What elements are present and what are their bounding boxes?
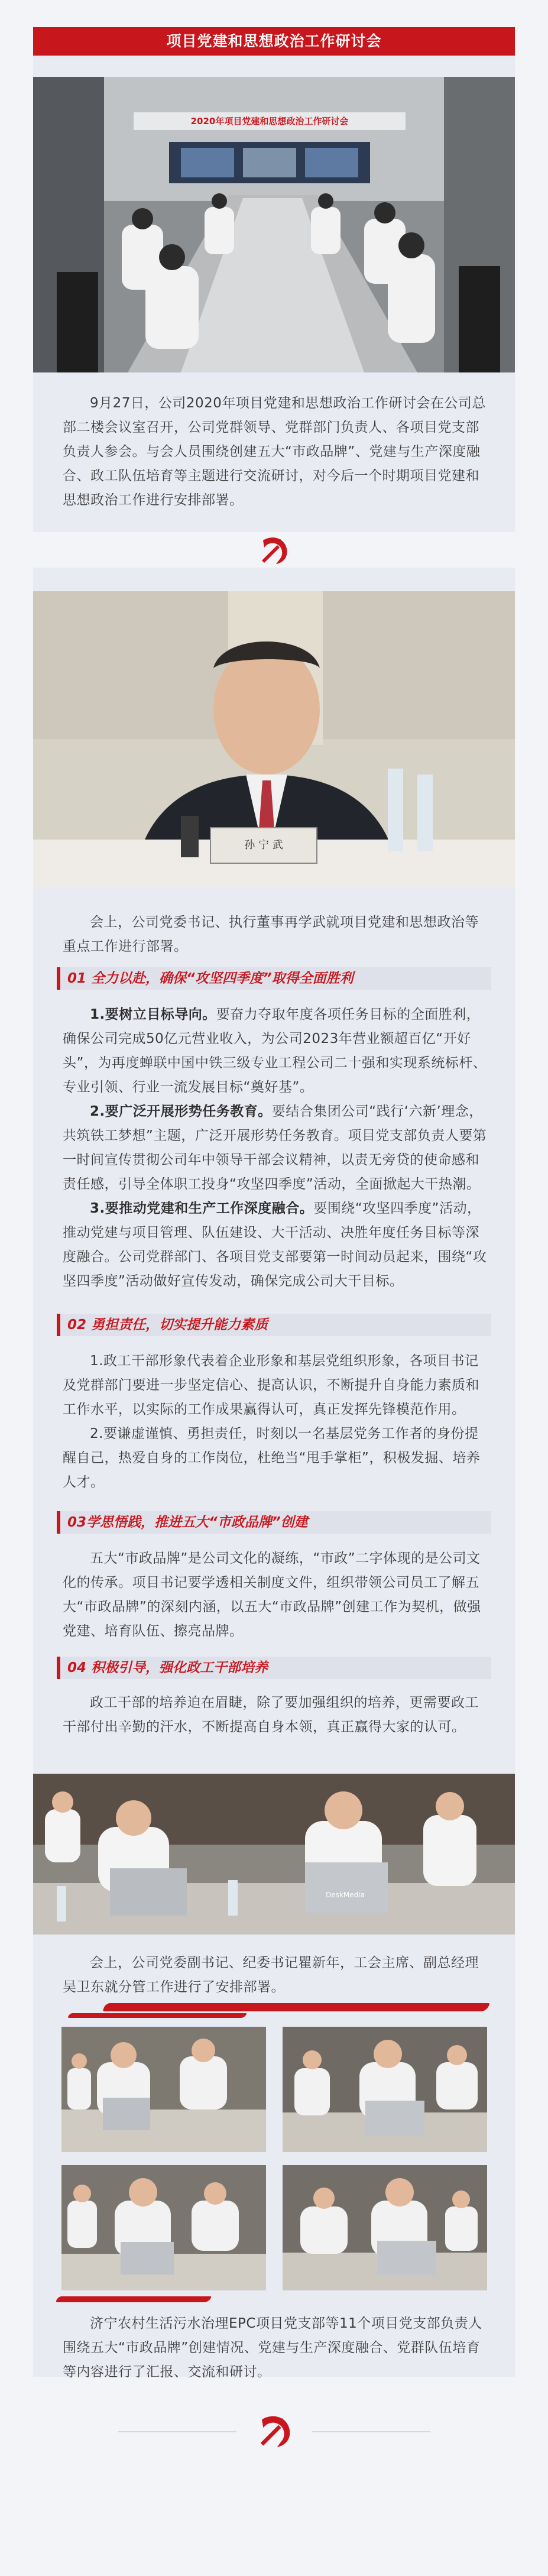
footer-divider — [312, 2431, 430, 2432]
branch-meeting-photo-2 — [283, 2027, 487, 2152]
section-title: 02 勇担责任，切实提升能力素质 — [67, 1317, 268, 1333]
content-card — [33, 568, 515, 2380]
section-bar — [57, 1511, 60, 1534]
section-01-paragraph-3 — [63, 1197, 488, 1294]
paragraph-text: 要围绕“攻坚四季度”活动，推动党建与项目管理、队伍建设、大干活动、决胜年度任务目标等深度融合。公司党群部门、各项目党支部要第一时间动员起来，围绕“攻坚四季度”活动做好宣传发动，确保完成公司大干目标。 — [63, 1201, 487, 1289]
laptop-label: DeskMedia — [326, 1891, 365, 1899]
paragraph-lead: 1.要树立目标导向。 — [90, 1007, 216, 1022]
decorative-brush — [102, 2003, 489, 2011]
decorative-brush — [68, 2013, 247, 2018]
speaker-photo — [33, 591, 515, 887]
intro-card — [33, 56, 515, 532]
decorative-brush — [56, 2296, 212, 2302]
meeting-room-photo — [33, 77, 515, 372]
paragraph-text: 要结合集团公司“践行‘六新’理念，共筑铁工梦想”主题，广泛开展形势任务教育。项目党支部负责人要第一时间宣传贯彻公司年中领导干部会议精神，以责无旁贷的使命感和责任感，引导全体职工投身“攻坚四季度”活动，全面掀起大干热潮。 — [63, 1104, 487, 1192]
speech-intro-paragraph: 会上，公司党委书记、执行董事再学武就项目党建和思想政治等重点工作进行部署。 — [63, 915, 479, 954]
section-title: 03学思悟践，推进五大“市政品牌”创建 — [67, 1515, 308, 1530]
intro-paragraph: 9月27日，公司2020年项目党建和思想政治工作研讨会在公司总部二楼会议室召开，公司党群领导、党群部门负责人、各项目党支部负责人参会。与会人员围绕创建五大“市政品牌”、党建与生产深度融合、政工队伍培育等主题进行交流研讨，对今后一个时期项目党建和思想政治工作进行安排部署。 — [63, 396, 486, 508]
deputies-paragraph: 会上，公司党委副书记、纪委书记瞿新年，工会主席、副总经理吴卫东就分管工作进行了安排部署。 — [63, 1955, 479, 1995]
section-heading-04 — [57, 1657, 491, 1679]
branch-meeting-photo-4 — [283, 2165, 487, 2290]
footer-divider — [118, 2431, 236, 2432]
paragraph-text: 要奋力夺取年度各项任务目标的全面胜利，确保公司完成50亿元营业收入，为公司2023年营业额超百亿“开好头”，为再度蝉联中国中铁三级专业工程公司二十强和实现系统标杆、专业引领、行业一流发展目标“奠好基”。 — [63, 1007, 487, 1095]
branch-meeting-photo-1 — [61, 2027, 266, 2152]
section-03-paragraph-1: 五大“市政品牌”是公司文化的凝练，“市政”二字体现的是公司文化的传承。项目书记要学透相关制度文件，组织带领公司员工了解五大“市政品牌”的深刻内涵，以五大“市政品牌”创建工作为契机，做强党建、培育队伍、擦亮品牌。 — [63, 1551, 481, 1639]
section-title: 04 积极引导，强化政工干部培养 — [67, 1660, 268, 1676]
section-bar — [57, 967, 60, 990]
paragraph-lead: 2.要广泛开展形势任务教育。 — [90, 1104, 272, 1119]
closing-paragraph: 济宁农村生活污水治理EPC项目党支部等11个项目党支部负责人围绕五大“市政品牌”创建情况、党建与生产深度融合、党群队伍培育等内容进行了汇报、交流和研讨。 — [63, 2316, 482, 2380]
party-emblem-icon — [254, 2410, 295, 2451]
section-01-paragraph-2 — [63, 1100, 488, 1197]
nameplate: 孙 宁 武 — [244, 839, 283, 851]
section-01-paragraph-1 — [63, 1003, 488, 1100]
branch-meeting-photo-3 — [61, 2165, 266, 2290]
section-title: 01 全力以赴，确保“攻坚四季度”取得全面胜利 — [67, 971, 354, 986]
party-emblem-icon — [256, 532, 291, 568]
section-heading-02 — [57, 1314, 491, 1336]
paragraph-lead: 3.要推动党建和生产工作深度融合。 — [90, 1201, 314, 1216]
deputies-photo — [33, 1774, 515, 1935]
section-heading-03 — [57, 1511, 491, 1534]
meeting-screen-banner: 2020年项目党建和思想政治工作研讨会 — [190, 116, 349, 127]
section-bar — [57, 1314, 60, 1336]
page-title: 项目党建和思想政治工作研讨会 — [33, 27, 515, 56]
section-heading-01 — [57, 967, 491, 990]
section-04-paragraph-1: 政工干部的培养迫在眉睫，除了要加强组织的培养，更需要政工干部付出辛勤的汗水，不断提高自身本领，真正赢得大家的认可。 — [63, 1695, 479, 1735]
section-02-paragraph-2: 2.要谦虚谨慎、勇担责任，时刻以一名基层党务工作者的身份提醒自己，热爱自身的工作岗位，杜绝当“甩手掌柜”，积极发掘、培养人才。 — [63, 1426, 481, 1490]
section-02-paragraph-1: 1.政工干部形象代表着企业形象和基层党组织形象，各项目书记及党群部门要进一步坚定信心、提高认识，不断提升自身能力素质和工作水平，以实际的工作成果赢得认可，真正发挥先锋模范作用。 — [63, 1353, 479, 1417]
section-bar — [57, 1657, 60, 1679]
